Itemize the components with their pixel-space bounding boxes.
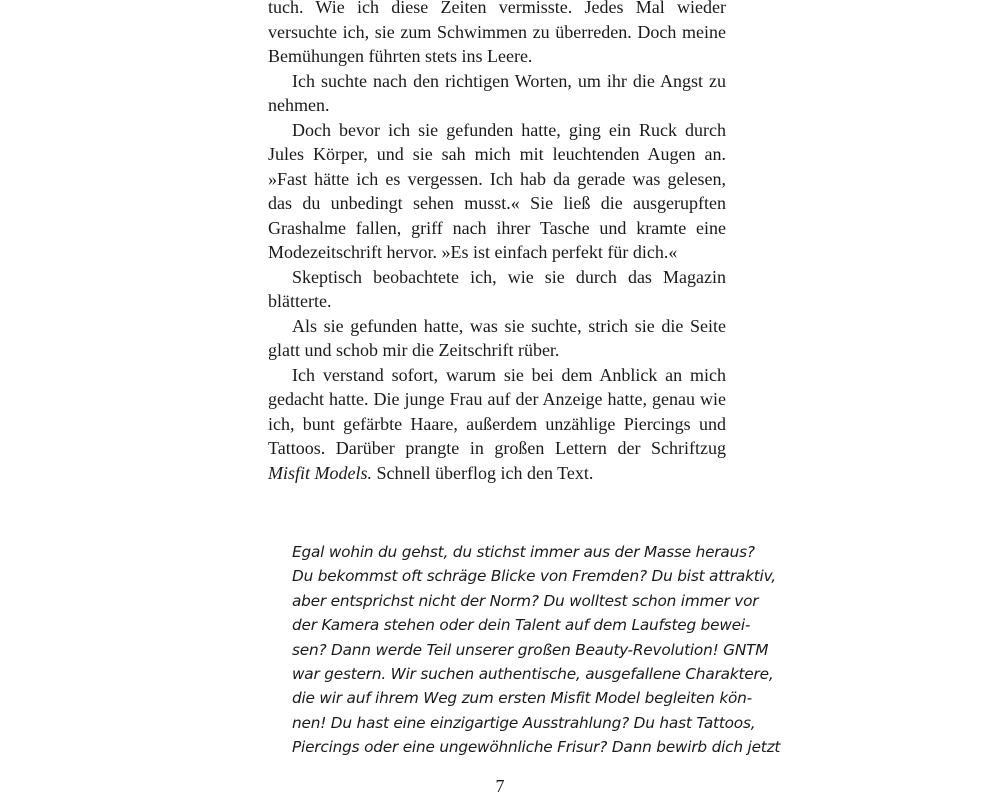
ad-line: nen! Du hast eine einzigartige Ausstrahlung? Du hast Tattoos, — [292, 713, 756, 732]
paragraph: Ich suchte nach den richtigen Worten, um ihr die Angst zu nehmen. — [268, 70, 726, 115]
paragraph-text: Ich verstand sofort, warum sie bei dem Anblick an mich gedacht hatte. Die junge Frau auf der Anzeige hatte, genau wie ich, bunt gefärbte Haare, außerdem unzählige Piercings und Tattoos. Darüber prangte in großen Lettern der Schriftzug — [268, 364, 726, 458]
page-number: 7 — [495, 776, 505, 796]
ad-line: der Kamera stehen oder dein Talent auf dem Laufsteg bewei- — [292, 616, 751, 635]
ad-line: war gestern. Wir suchen authentische, ausgefallene Charaktere, — [292, 665, 774, 684]
paragraph: Doch bevor ich sie gefunden hatte, ging ein Ruck durch Jules Körper, und sie sah mich mit leuchtenden Augen an. »Fast hätte ich es vergessen. Ich hab da gerade was gelesen, das du unbedingt sehen musst.« Sie ließ die ausgerupften Grashalme fallen, griff nach ihrer Tasche und kramte eine Modezeitschrift hervor. »Es ist einfach perfekt für dich.« — [268, 119, 726, 262]
ad-line: Piercings oder eine ungewöhnliche Frisur? Dann bewirb dich jetzt — [292, 738, 781, 757]
ad-line: sen? Dann werde Teil unserer großen Beauty-Revolution! GNTM — [292, 640, 769, 659]
ad-line: die wir auf ihrem Weg zum ersten Misfit Model begleiten kön- — [292, 689, 752, 708]
ad-text-handwritten — [292, 540, 781, 760]
paragraph — [268, 363, 726, 486]
paragraph: Skeptisch beobachtete ich, wie sie durch das Magazin blätterte. — [268, 266, 726, 311]
paragraph-text: Schnell überflog ich den Text. — [376, 462, 594, 483]
paragraph: tuch. Wie ich diese Zeiten vermisste. Jedes Mal wieder versuchte ich, sie zum Schwimmen zu überreden. Doch meine Bemühungen führten stets ins Leere. — [268, 0, 726, 66]
body-text — [268, 0, 726, 485]
magazine-title: Misfit Models. — [268, 462, 372, 483]
paragraph: Als sie gefunden hatte, was sie suchte, strich sie die Seite glatt und schob mir die Zeitschrift rüber. — [268, 315, 726, 360]
ad-line: Egal wohin du gehst, du stichst immer aus der Masse heraus? — [292, 543, 755, 561]
ad-line: aber entsprichst nicht der Norm? Du wolltest schon immer vor — [292, 591, 759, 610]
ad-line: Du bekommst oft schräge Blicke von Fremden? Du bist attraktiv, — [292, 567, 776, 586]
